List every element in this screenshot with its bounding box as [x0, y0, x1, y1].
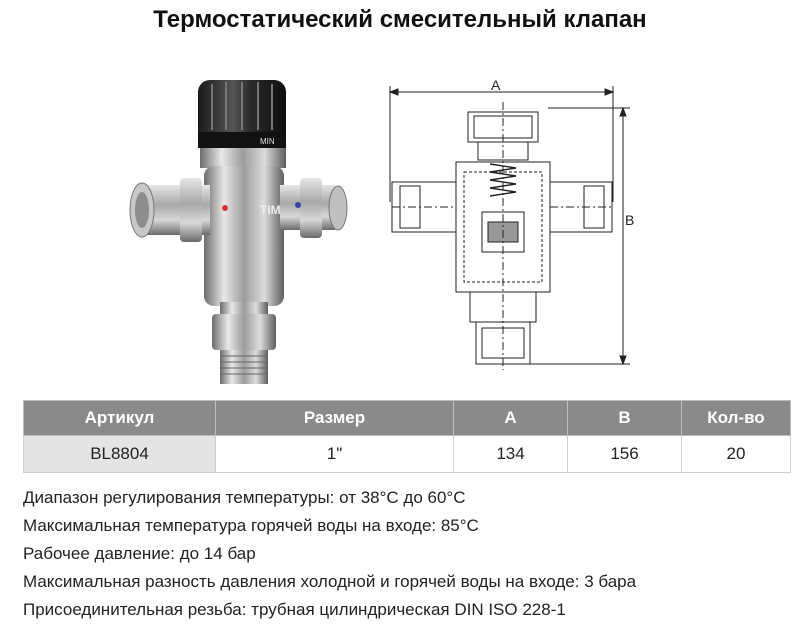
brand-logo: TIM — [260, 203, 281, 217]
spec-pressure-difference: Максимальная разность давления холодной и горячей воды на входе: 3 бара — [23, 572, 637, 591]
cell-b: 156 — [568, 436, 682, 473]
dimension-a-label: A — [491, 77, 501, 93]
header-article: Артикул — [24, 401, 216, 436]
cell-size: 1" — [216, 436, 454, 473]
spec-thread: Присоединительная резьба: трубная цилиндрическая DIN ISO 228-1 — [23, 600, 566, 619]
header-size: Размер — [216, 401, 454, 436]
spec-temperature-range: Диапазон регулирования температуры: от 38°C до 60°C — [23, 488, 466, 507]
spec-list — [23, 484, 783, 624]
page-title: Термостатический смесительный клапан — [153, 6, 647, 33]
valve-photo — [120, 70, 360, 390]
header-a: A — [454, 401, 568, 436]
spec-max-hot-temperature: Максимальная температура горячей воды на входе: 85°C — [23, 516, 479, 535]
header-b: B — [568, 401, 682, 436]
cell-a: 134 — [454, 436, 568, 473]
spec-working-pressure: Рабочее давление: до 14 бар — [23, 544, 256, 563]
table-header-row — [24, 401, 791, 436]
cell-article: BL8804 — [24, 436, 216, 473]
table-row — [24, 436, 791, 473]
cell-quantity: 20 — [682, 436, 791, 473]
knob-marking: MIN — [260, 137, 275, 146]
dimension-b-label: B — [625, 212, 635, 228]
header-quantity: Кол-во — [682, 401, 791, 436]
spec-table — [23, 400, 791, 473]
